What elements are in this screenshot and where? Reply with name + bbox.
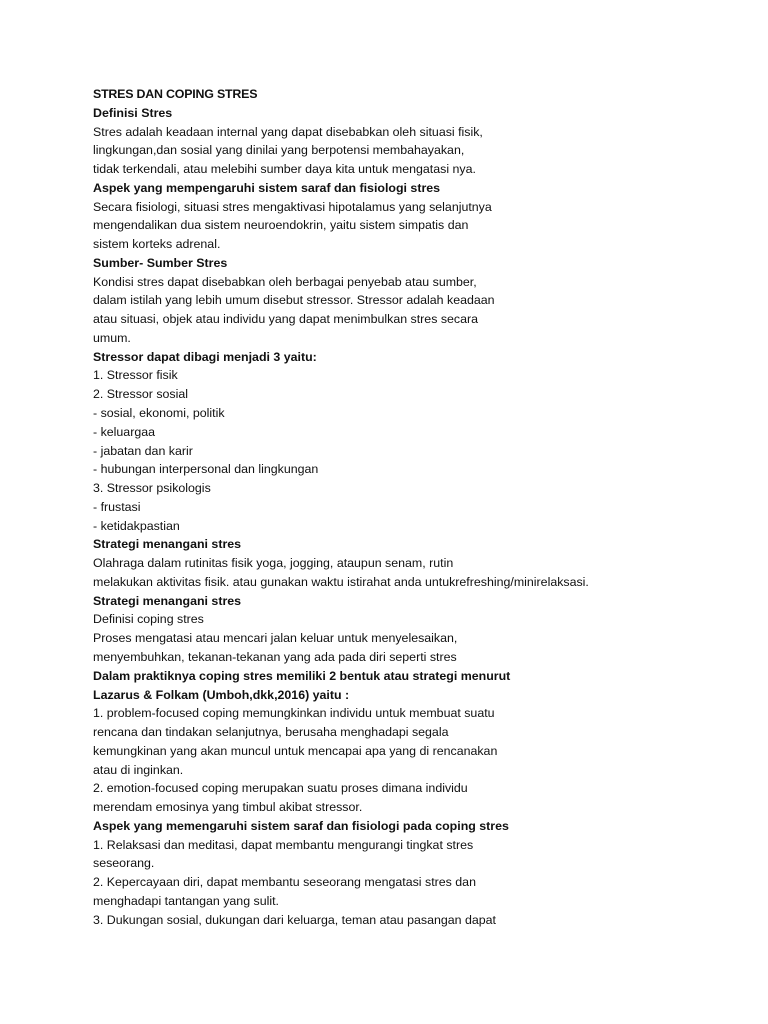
paragraph-line: atau di inginkan. (93, 762, 184, 777)
paragraph-line: dalam istilah yang lebih umum disebut stressor. Stressor adalah keadaan (93, 293, 495, 308)
list-item: 2. Stressor sosial (93, 387, 189, 402)
paragraph-line: Proses mengatasi atau mencari jalan keluar untuk menyelesaikan, (93, 631, 458, 646)
document-page (93, 85, 733, 929)
heading-strategi-2: Strategi menangani stres (93, 593, 242, 608)
heading-aspek-stres: Aspek yang mempengaruhi sistem saraf dan fisiologi stres (93, 180, 441, 195)
list-item: 1. Relaksasi dan meditasi, dapat membantu mengurangi tingkat stres (93, 837, 474, 852)
heading-definisi-stres: Definisi Stres (93, 105, 173, 120)
list-item: - keluargaa (93, 424, 155, 439)
list-item: 2. emotion-focused coping merupakan suatu proses dimana individu (93, 781, 468, 796)
heading-aspek-coping: Aspek yang memengaruhi sistem saraf dan fisiologi pada coping stres (93, 818, 509, 833)
list-item: 2. Kepercayaan diri, dapat membantu seseorang mengatasi stres dan (93, 875, 476, 890)
paragraph-line: sistem korteks adrenal. (93, 237, 221, 252)
paragraph-line: kemungkinan yang akan muncul untuk mencapai apa yang di rencanakan (93, 743, 498, 758)
paragraph-line: Definisi coping stres (93, 612, 204, 627)
heading-praktik-coping: Dalam praktiknya coping stres memiliki 2 bentuk atau strategi menurut (93, 668, 511, 683)
list-item: - hubungan interpersonal dan lingkungan (93, 462, 319, 477)
paragraph-line: lingkungan,dan sosial yang dinilai yang berpotensi membahayakan, (93, 143, 465, 158)
paragraph-line: Kondisi stres dapat disebabkan oleh berbagai penyebab atau sumber, (93, 274, 477, 289)
list-item: - ketidakpastian (93, 518, 180, 533)
list-item: - sosial, ekonomi, politik (93, 406, 225, 421)
paragraph-line: merendam emosinya yang timbul akibat stressor. (93, 800, 363, 815)
document-title: STRES DAN COPING STRES (93, 87, 258, 101)
paragraph-line: melakukan aktivitas fisik. atau gunakan waktu istirahat anda untukrefreshing/minirelaksasi. (93, 574, 589, 589)
list-item: 1. problem-focused coping memungkinkan individu untuk membuat suatu (93, 706, 495, 721)
heading-sumber-stres: Sumber- Sumber Stres (93, 255, 228, 270)
paragraph-line: Stres adalah keadaan internal yang dapat disebabkan oleh situasi fisik, (93, 124, 483, 139)
paragraph-line: atau situasi, objek atau individu yang dapat menimbulkan stres secara (93, 312, 479, 327)
paragraph-line: mengendalikan dua sistem neuroendokrin, yaitu sistem simpatis dan (93, 218, 469, 233)
list-item: 1. Stressor fisik (93, 368, 178, 383)
paragraph-line: rencana dan tindakan selanjutnya, berusaha menghadapi segala (93, 725, 449, 740)
paragraph-line: umum. (93, 330, 131, 345)
list-item: 3. Stressor psikologis (93, 481, 211, 496)
list-item: 3. Dukungan sosial, dukungan dari keluarga, teman atau pasangan dapat (93, 912, 496, 927)
paragraph-line: menghadapi tantangan yang sulit. (93, 893, 279, 908)
paragraph-line: seseorang. (93, 856, 155, 871)
paragraph-line: tidak terkendali, atau melebihi sumber daya kita untuk mengatasi nya. (93, 162, 476, 177)
list-item: - jabatan dan karir (93, 443, 193, 458)
heading-strategi-1: Strategi menangani stres (93, 537, 242, 552)
list-item: - frustasi (93, 499, 141, 514)
heading-praktik-coping: Lazarus & Folkam (Umboh,dkk,2016) yaitu : (93, 687, 350, 702)
heading-stressor: Stressor dapat dibagi menjadi 3 yaitu: (93, 349, 317, 364)
paragraph-line: Secara fisiologi, situasi stres mengaktivasi hipotalamus yang selanjutnya (93, 199, 492, 214)
paragraph-line: Olahraga dalam rutinitas fisik yoga, jogging, ataupun senam, rutin (93, 556, 454, 571)
paragraph-line: menyembuhkan, tekanan-tekanan yang ada pada diri seperti stres (93, 649, 457, 664)
